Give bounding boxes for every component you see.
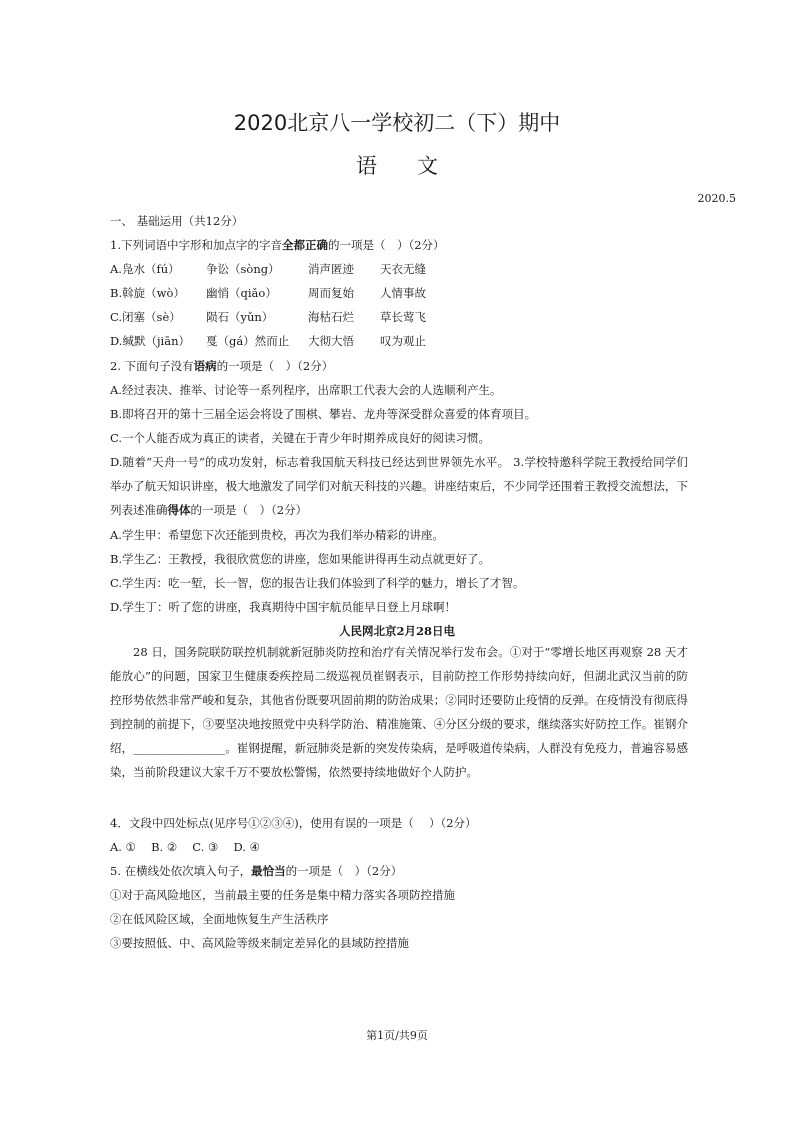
q5-stem-pre: 5. 在横线处依次填入句子， — [110, 864, 252, 878]
q1-d-word1: D.缄默（jiān） — [110, 334, 190, 348]
q2-option-d-and-q3-stem — [110, 450, 688, 522]
q1-option-a — [110, 261, 426, 277]
q3-option-d: D.学生丁：听了您的讲座，我真期待中国宇航员能早日登上月球啊！ — [110, 600, 456, 614]
q5-item-1: ①对于高风险地区，当前最主要的任务是集中精力落实各项防控措施 — [110, 888, 455, 902]
page-number: 第1页/共9页 — [366, 1029, 428, 1042]
q2-stem-bold: 语病 — [193, 359, 217, 373]
q1-b-word2: 幽悄（qiǎo） — [206, 286, 277, 300]
q1-stem-post: 的一项是（ ）（2分） — [327, 238, 445, 252]
q1-c-word3: 海枯石烂 — [308, 310, 354, 324]
passage-text: 28 日，国务院联防联控机制就新冠肺炎防控和治疗有关情况举行发布会。①对于“零增长地区再观察 28 天才能放心”的问题，国家卫生健康委疾控局二级巡视员崔钢表示，目前防控工作形势持续向好，但湖北武汉当前的防控形势依然非常严峻和复杂，其他省份既要巩固前期的防治成果；②同时还要防止疫情的反弹。在疫情没有彻底得到控制的前提下，③要坚决地按照党中央科学防治、精准施策、④分区分级的要求，继续落实好防控工作。崔钢介绍，________________。崔钢提醒，新冠肺炎是新的突发传染病，是呼吸道传染病，人群没有免疫力，普遍容易感染，当前阶段建议大家千万不要放松警惕，依然要持续地做好个人防护。 — [110, 645, 688, 779]
q2-stem-post: 的一项是（ ）（2分） — [216, 359, 334, 373]
q3-option-a: A.学生甲：希望您下次还能到贵校，再次为我们举办精彩的讲座。 — [110, 528, 444, 542]
q1-c-word4: 草长莺飞 — [380, 310, 426, 324]
q5-stem — [110, 863, 402, 879]
q2-option-d: D.随着“天舟一号”的成功发射，标志着我国航天科技已经达到世界领先水平。 3.学校特邀科学院王教授给同学们举办了航天知识讲座，极大地激发了同学们对航天科技的兴趣。讲座结束后，不少同学还围着王教授交流想法，下列表述准确 — [110, 455, 688, 517]
q2-stem-pre: 2. 下面句子没有 — [110, 359, 194, 373]
q4-options: A. ① B. ② C. ③ D. ④ — [110, 840, 260, 854]
q2-option-c: C.一个人能否成为真正的读者，关键在于青少年时期养成良好的阅读习惯。 — [110, 431, 491, 445]
q1-d-word2: 戛（gá）然而止 — [206, 334, 290, 348]
q1-stem — [110, 237, 445, 253]
q2-option-b: B.即将召开的第十三届全运会将设了围棋、攀岩、龙舟等深受群众喜爱的体育项目。 — [110, 407, 537, 421]
q1-a-word4: 天衣无缝 — [380, 262, 426, 276]
q1-stem-bold: 全都正确 — [281, 238, 328, 252]
subject-title: 语文 — [356, 154, 478, 178]
q1-c-word1: C.闭塞（sè） — [110, 310, 181, 324]
q1-stem-pre: 1.下列词语中字形和加点字的字音 — [110, 238, 282, 252]
q2-option-a: A.经过表决、推举、讨论等一系列程序，出席职工代表大会的人选顺利产生。 — [110, 383, 502, 397]
q1-option-c — [110, 309, 426, 325]
q1-d-word3: 大彻大悟 — [308, 334, 354, 348]
q1-b-word1: B.斡旋（wò） — [110, 286, 185, 300]
q1-option-b — [110, 285, 426, 301]
q1-b-word4: 人情事故 — [380, 286, 426, 300]
q1-a-word1: A.凫水（fú） — [110, 262, 180, 276]
passage-heading: 人民网北京2月28日电 — [338, 624, 455, 638]
q5-item-3: ③要按照低、中、高风险等级来制定差异化的县域防控措施 — [110, 936, 409, 950]
q5-stem-post: 的一项是（ ）（2分） — [285, 864, 403, 878]
q1-a-word3: 消声匿迹 — [308, 262, 354, 276]
section-heading: 一、 基础运用（共12分） — [110, 214, 244, 228]
q1-d-word4: 叹为观止 — [380, 334, 426, 348]
q2-stem — [110, 358, 333, 374]
q1-c-word2: 陨石（yǔn） — [206, 310, 274, 324]
q1-a-word2: 争讼（sòng） — [206, 262, 280, 276]
q5-stem-bold: 最恰当 — [251, 864, 286, 878]
q5-item-2: ②在低风险区域，全面地恢复生产生活秩序 — [110, 912, 329, 926]
q3-option-b: B.学生乙：王教授，我很欣赏您的讲座，您如果能讲得再生动点就更好了。 — [110, 552, 491, 566]
q1-b-word3: 周而复始 — [308, 286, 354, 300]
q1-option-d — [110, 333, 426, 349]
document-title: 2020北京八一学校初二（下）期中 — [233, 111, 561, 135]
exam-date: 2020.5 — [697, 192, 736, 205]
q3-stem-bold: 得体 — [167, 503, 191, 517]
q4-stem: 4．文段中四处标点(见序号①②③④)，使用有误的一项是（ ）（2分） — [110, 816, 477, 830]
q3-stem-post: 的一项是（ ）（2分） — [190, 503, 308, 517]
q3-option-c: C.学生丙：吃一堑，长一智，您的报告让我们体验到了科学的魅力，增长了才智。 — [110, 576, 525, 590]
